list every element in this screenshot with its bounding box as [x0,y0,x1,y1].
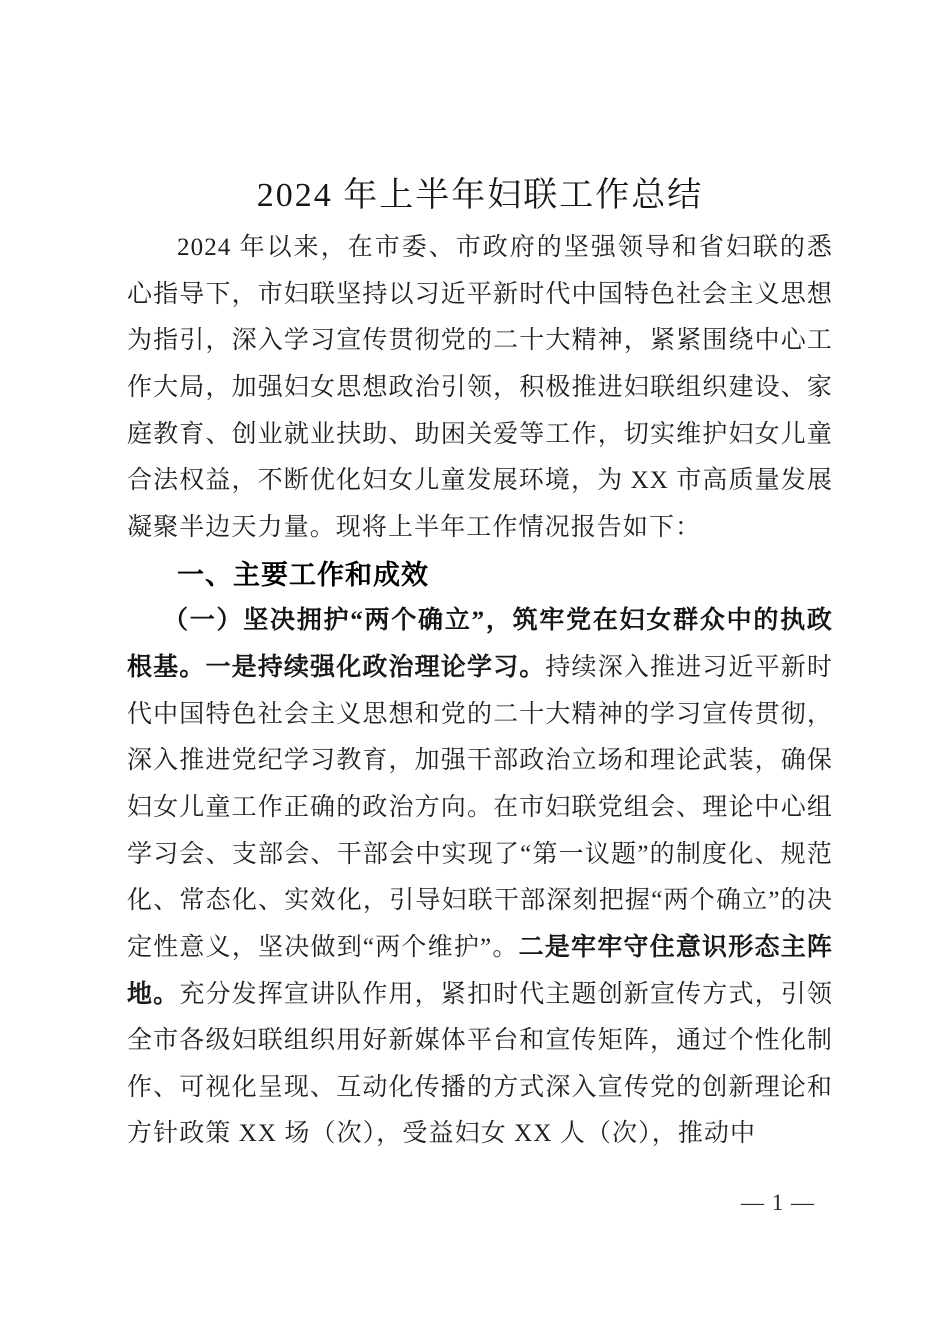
point-2-label: 二是牢牢守住意识形态主阵地。 [127,933,834,1008]
subsection-1-lead: （一）坚决拥护“两个确立”，筑牢党在妇女群众中的执政根基。 [127,607,833,681]
page-number: — 1 — [741,1190,815,1215]
document-title: 2024 年上半年妇联工作总结 [256,177,704,214]
document-body [127,225,833,1158]
section-1-paragraph [127,598,833,1158]
intro-paragraph: 2024 年以来，在市委、市政府的坚强领导和省妇联的悉心指导下，市妇联坚持以习近平新时代中国特色社会主义思想为指引，深入学习宣传贯彻党的二十大精神，紧紧围绕中心工作大局，加强妇女思想政治引领，积极推进妇联组织建设、家庭教育、创业就业扶助、助困关爱等工作，切实维护妇女儿童合法权益，不断优化妇女儿童发展环境，为 XX 市高质量发展凝聚半边天力量。现将上半年工作情况报告如下： [127,234,833,541]
section-1-heading: 一、主要工作和成效 [177,559,429,590]
point-2-text: 充分发挥宣讲队作用，紧扣时代主题创新宣传方式，引领全市各级妇联组织用好新媒体平台和宣传矩阵，通过个性化制作、可视化呈现、互动化传播的方式深入宣传党的创新理论和方针政策 XX 场（次），受益妇女 XX 人（次），推动中 [127,980,833,1148]
point-1-text: 持续深入推进习近平新时代中国特色社会主义思想和党的二十大精神的学习宣传贯彻，深入推进党纪学习教育，加强干部政治立场和理论武装，确保妇女儿童工作正确的政治方向。在市妇联党组会、理论中心组学习会、支部会、干部会中实现了“第一议题”的制度化、规范化、常态化、实效化，引导妇联干部深刻把握“两个确立”的决定性意义，坚决做到“两个维护”。 [127,653,833,961]
point-1-label: 一是持续强化政治理论学习。 [205,653,546,681]
